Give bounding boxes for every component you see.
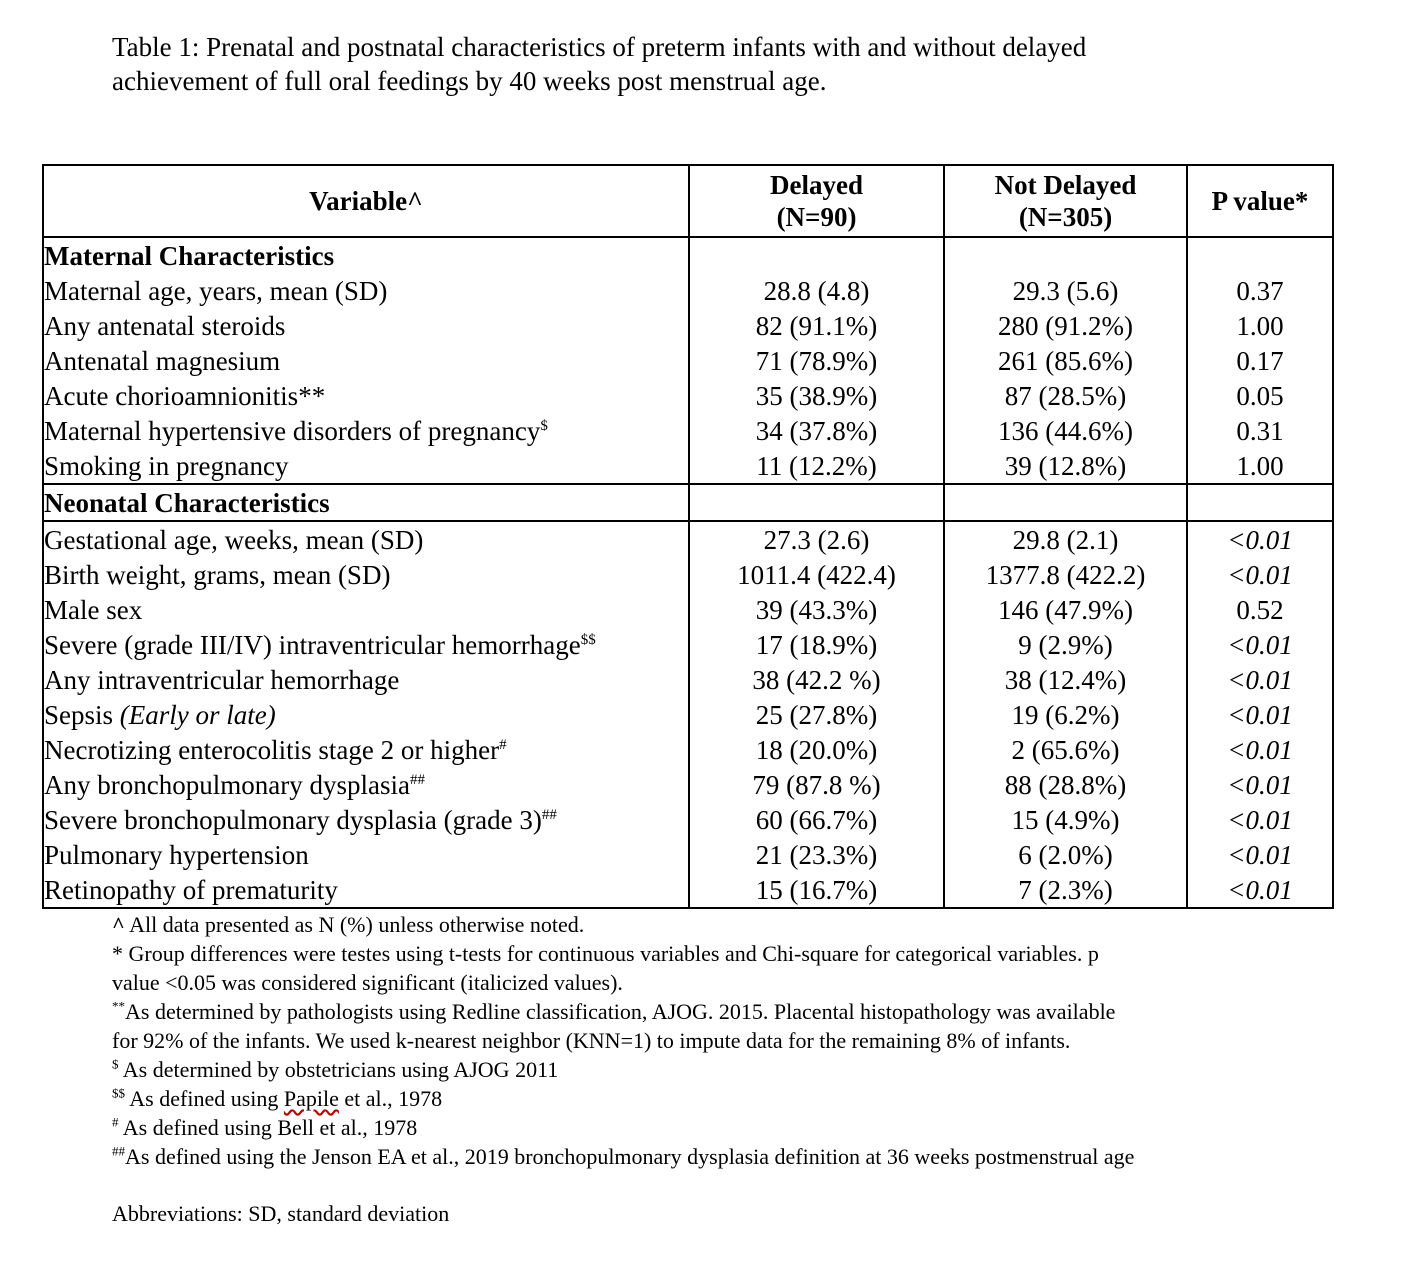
variable-footnote-mark: ## <box>409 771 425 788</box>
variable-label: Maternal age, years, mean (SD) <box>44 275 388 306</box>
empty-cell <box>944 484 1187 521</box>
p-value: <0.01 <box>1187 872 1333 908</box>
table-row <box>43 378 1333 413</box>
not-delayed-value: 1377.8 (422.2) <box>944 557 1187 592</box>
variable-cell <box>43 413 689 448</box>
title-line-2: achievement of full oral feedings by 40 weeks post menstrual age. <box>112 66 827 96</box>
not-delayed-value: 88 (28.8%) <box>944 767 1187 802</box>
variable-label: Any bronchopulmonary dysplasia <box>44 769 410 800</box>
empty-cell <box>944 237 1187 273</box>
footnote-4-text: As determined by obstetricians using AJOG 2011 <box>118 1057 559 1082</box>
table-row <box>43 448 1333 484</box>
variable-cell <box>43 802 689 837</box>
delayed-value: 34 (37.8%) <box>689 413 944 448</box>
delayed-value: 27.3 (2.6) <box>689 521 944 557</box>
footnote-7 <box>112 1142 1312 1171</box>
delayed-value: 18 (20.0%) <box>689 732 944 767</box>
footnote-5-word: Papile <box>283 1086 339 1111</box>
delayed-value: 17 (18.9%) <box>689 627 944 662</box>
table-row <box>43 662 1333 697</box>
not-delayed-value: 39 (12.8%) <box>944 448 1187 484</box>
p-value: 0.17 <box>1187 343 1333 378</box>
variable-label: Male sex <box>44 594 143 625</box>
delayed-value: 39 (43.3%) <box>689 592 944 627</box>
footnote-1-text: All data presented as N (%) unless otherwise noted. <box>124 912 585 937</box>
section-title-neonatal: Neonatal Characteristics <box>43 484 689 521</box>
not-delayed-value: 7 (2.3%) <box>944 872 1187 908</box>
footnote-5-pre: As defined using <box>125 1086 284 1111</box>
p-value: <0.01 <box>1187 767 1333 802</box>
section-row-neonatal <box>43 484 1333 521</box>
table-row <box>43 837 1333 872</box>
variable-cell <box>43 378 689 413</box>
variable-cell <box>43 448 689 484</box>
p-value: <0.01 <box>1187 697 1333 732</box>
table-row <box>43 557 1333 592</box>
footnote-3b: for 92% of the infants. We used k-nearest neighbor (KNN=1) to impute data for the remaining 8% of infants. <box>112 1028 1071 1053</box>
not-delayed-value: 38 (12.4%) <box>944 662 1187 697</box>
header-row <box>43 165 1333 237</box>
empty-cell <box>689 484 944 521</box>
header-delayed-label: Delayed <box>770 170 863 200</box>
variable-footnote-mark: $$ <box>580 631 596 648</box>
table-row <box>43 697 1333 732</box>
footnote-2b: value <0.05 was considered significant (italicized values). <box>112 970 623 995</box>
section-title-maternal: Maternal Characteristics <box>43 237 689 273</box>
footnote-7-text: As defined using the Jenson EA et al., 2019 bronchopulmonary dysplasia definition at 36 weeks postmenstrual age <box>125 1144 1135 1169</box>
footnote-5-post: et al., 1978 <box>338 1086 443 1111</box>
p-value: 0.37 <box>1187 273 1333 308</box>
not-delayed-value: 6 (2.0%) <box>944 837 1187 872</box>
variable-cell <box>43 343 689 378</box>
variable-cell <box>43 627 689 662</box>
variable-cell <box>43 308 689 343</box>
p-value: <0.01 <box>1187 837 1333 872</box>
variable-cell <box>43 872 689 908</box>
delayed-value: 79 (87.8 %) <box>689 767 944 802</box>
header-delayed-n: (N=90) <box>776 202 857 232</box>
header-variable: Variable^ <box>43 165 689 237</box>
delayed-value: 60 (66.7%) <box>689 802 944 837</box>
header-p-value: P value* <box>1187 165 1333 237</box>
empty-cell <box>1187 237 1333 273</box>
table-row <box>43 273 1333 308</box>
delayed-value: 11 (12.2%) <box>689 448 944 484</box>
variable-label: Acute chorioamnionitis** <box>44 380 326 411</box>
footnote-3-mark: ** <box>112 998 125 1014</box>
variable-cell <box>43 592 689 627</box>
abbreviations: Abbreviations: SD, standard deviation <box>112 1201 450 1226</box>
variable-label: Smoking in pregnancy <box>44 450 289 481</box>
variable-label: Antenatal magnesium <box>44 345 281 376</box>
variable-label: Pulmonary hypertension <box>44 839 309 870</box>
variable-cell <box>43 767 689 802</box>
section-row-maternal <box>43 237 1333 273</box>
variable-label: Severe (grade III/IV) intraventricular hemorrhage <box>44 629 581 660</box>
delayed-value: 25 (27.8%) <box>689 697 944 732</box>
variable-label: Severe bronchopulmonary dysplasia (grade 3) <box>44 804 542 835</box>
delayed-value: 1011.4 (422.4) <box>689 557 944 592</box>
delayed-value: 71 (78.9%) <box>689 343 944 378</box>
variable-label: Maternal hypertensive disorders of pregnancy <box>44 415 541 446</box>
not-delayed-value: 29.3 (5.6) <box>944 273 1187 308</box>
not-delayed-value: 146 (47.9%) <box>944 592 1187 627</box>
variable-footnote-mark: ## <box>541 806 557 823</box>
table-row <box>43 308 1333 343</box>
not-delayed-value: 19 (6.2%) <box>944 697 1187 732</box>
table-row <box>43 802 1333 837</box>
header-not-delayed-n: (N=305) <box>1018 202 1113 232</box>
variable-label: Any antenatal steroids <box>44 310 286 341</box>
p-value: 0.31 <box>1187 413 1333 448</box>
footnote-4 <box>112 1055 1312 1084</box>
table-row <box>43 732 1333 767</box>
variable-cell <box>43 697 689 732</box>
delayed-value: 15 (16.7%) <box>689 872 944 908</box>
footnote-6 <box>112 1113 1312 1142</box>
delayed-value: 82 (91.1%) <box>689 308 944 343</box>
header-not-delayed-label: Not Delayed <box>994 170 1137 200</box>
variable-label: Any intraventricular hemorrhage <box>44 664 400 695</box>
variable-label: Gestational age, weeks, mean (SD) <box>44 524 424 555</box>
footnote-6-mark: # <box>112 1114 119 1130</box>
footnote-7-mark: ## <box>112 1143 125 1159</box>
delayed-value: 28.8 (4.8) <box>689 273 944 308</box>
table-row <box>43 872 1333 908</box>
not-delayed-value: 9 (2.9%) <box>944 627 1187 662</box>
footnote-1-mark: ^ <box>112 912 125 937</box>
variable-cell <box>43 273 689 308</box>
footnote-5-mark: $$ <box>112 1085 125 1101</box>
p-value: 0.05 <box>1187 378 1333 413</box>
footnote-spacer <box>112 1171 1312 1199</box>
characteristics-table <box>42 164 1334 909</box>
table-row <box>43 767 1333 802</box>
empty-cell <box>689 237 944 273</box>
variable-label: Sepsis <box>44 699 120 730</box>
table-row <box>43 627 1333 662</box>
p-value: <0.01 <box>1187 662 1333 697</box>
header-not-delayed <box>944 165 1187 237</box>
variable-cell <box>43 732 689 767</box>
not-delayed-value: 87 (28.5%) <box>944 378 1187 413</box>
footnotes <box>112 910 1312 1228</box>
p-value: <0.01 <box>1187 557 1333 592</box>
footnote-3a <box>112 997 1312 1026</box>
footnote-5 <box>112 1084 1312 1113</box>
not-delayed-value: 29.8 (2.1) <box>944 521 1187 557</box>
delayed-value: 38 (42.2 %) <box>689 662 944 697</box>
table-row <box>43 521 1333 557</box>
footnote-3a-text: As determined by pathologists using Redline classification, AJOG. 2015. Placental histopathology was available <box>125 999 1116 1024</box>
p-value: <0.01 <box>1187 802 1333 837</box>
table-title <box>112 30 1312 98</box>
table-row <box>43 343 1333 378</box>
p-value: 1.00 <box>1187 448 1333 484</box>
footnote-2a: * Group differences were testes using t-tests for continuous variables and Chi-square for categorical variables. p <box>112 941 1099 966</box>
variable-label: Retinopathy of prematurity <box>44 874 338 905</box>
variable-cell <box>43 557 689 592</box>
table-row <box>43 413 1333 448</box>
p-value: <0.01 <box>1187 627 1333 662</box>
p-value: <0.01 <box>1187 521 1333 557</box>
variable-cell <box>43 837 689 872</box>
p-value: <0.01 <box>1187 732 1333 767</box>
p-value: 1.00 <box>1187 308 1333 343</box>
variable-label: Necrotizing enterocolitis stage 2 or higher <box>44 734 500 765</box>
variable-label-italic: (Early or late) <box>119 699 276 730</box>
delayed-value: 21 (23.3%) <box>689 837 944 872</box>
table-row <box>43 592 1333 627</box>
table-body <box>43 237 1333 908</box>
footnote-6-text: As defined using Bell et al., 1978 <box>118 1115 418 1140</box>
variable-footnote-mark: # <box>499 736 507 753</box>
not-delayed-value: 2 (65.6%) <box>944 732 1187 767</box>
not-delayed-value: 261 (85.6%) <box>944 343 1187 378</box>
title-line-1: Table 1: Prenatal and postnatal characteristics of preterm infants with and without delayed <box>112 32 1087 62</box>
not-delayed-value: 15 (4.9%) <box>944 802 1187 837</box>
delayed-value: 35 (38.9%) <box>689 378 944 413</box>
p-value: 0.52 <box>1187 592 1333 627</box>
footnote-1 <box>112 910 1312 939</box>
footnote-4-mark: $ <box>112 1056 119 1072</box>
not-delayed-value: 280 (91.2%) <box>944 308 1187 343</box>
empty-cell <box>1187 484 1333 521</box>
variable-cell <box>43 662 689 697</box>
variable-cell <box>43 521 689 557</box>
variable-label: Birth weight, grams, mean (SD) <box>44 559 391 590</box>
variable-footnote-mark: $ <box>540 417 548 434</box>
header-delayed <box>689 165 944 237</box>
not-delayed-value: 136 (44.6%) <box>944 413 1187 448</box>
